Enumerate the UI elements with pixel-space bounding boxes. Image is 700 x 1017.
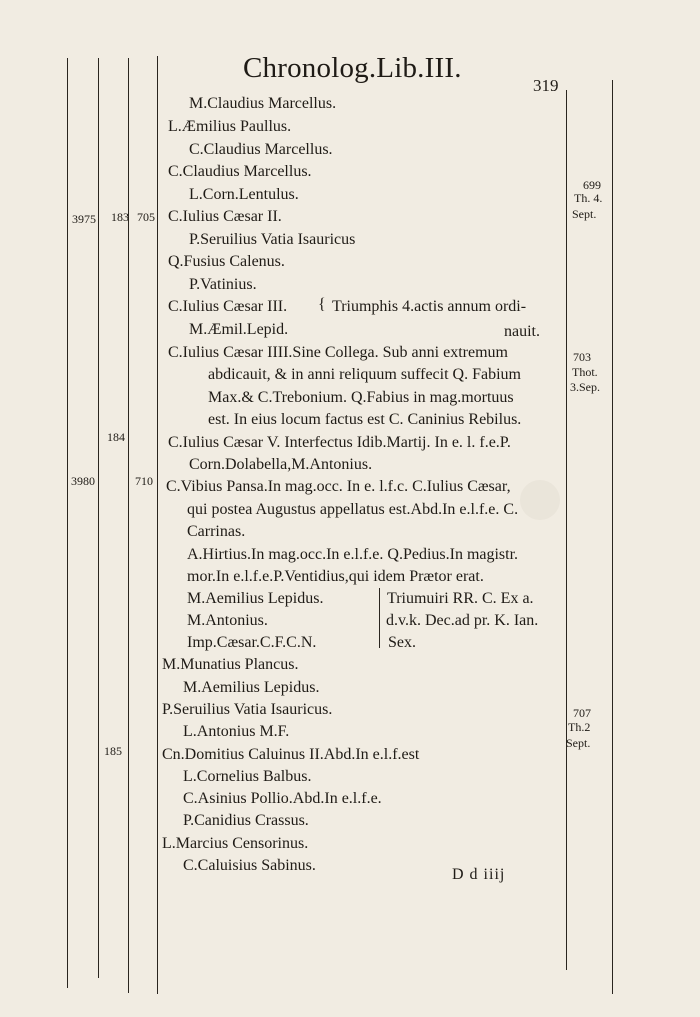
text-line: M.Munatius Plancus. xyxy=(162,656,299,673)
text-line: L.Corn.Lentulus. xyxy=(189,186,299,203)
margin-date: 703 xyxy=(573,350,591,364)
text-line: Q.Fusius Calenus. xyxy=(168,253,285,270)
text-line: L.Antonius M.F. xyxy=(183,723,290,740)
text-line: C.Vibius Pansa.In mag.occ. In e. l.f.c. C.Iulius Cæsar, xyxy=(166,478,511,495)
text-line: P.Vatinius. xyxy=(189,276,257,293)
column-rule-6 xyxy=(612,80,613,994)
margin-date: 707 xyxy=(573,706,591,720)
text-line: L.Æmilius Paullus. xyxy=(168,118,292,135)
margin-year: 3980 xyxy=(71,474,95,488)
margin-date: Sept. xyxy=(566,736,591,750)
margin-date: Sept. xyxy=(572,207,597,221)
text-line: C.Asinius Pollio.Abd.In e.l.f.e. xyxy=(183,790,382,807)
margin-date: 3.Sep. xyxy=(570,380,600,394)
text-line: C.Claudius Marcellus. xyxy=(189,141,333,158)
column-rule-5 xyxy=(566,90,567,970)
text-line: L.Cornelius Balbus. xyxy=(183,768,312,785)
side-note-line: Triumphis 4.actis annum ordi- xyxy=(332,298,527,315)
text-line: M.Aemilius Lepidus. xyxy=(183,679,320,696)
side-note-line: Triumuiri RR. C. Ex a. xyxy=(387,590,534,607)
text-line: Carrinas. xyxy=(187,523,246,540)
margin-date: Th. 4. xyxy=(574,191,603,205)
text-line: est. In eius locum factus est C. Caninius Rebilus. xyxy=(208,411,522,428)
signature-mark: D d iiij xyxy=(452,866,506,883)
margin-date: Thot. xyxy=(572,365,598,379)
text-line: L.Marcius Censorinus. xyxy=(162,835,309,852)
text-line: C.Iulius Cæsar II. xyxy=(168,208,282,225)
text-line: Corn.Dolabella,M.Antonius. xyxy=(189,456,373,473)
column-rule-4 xyxy=(157,56,158,994)
text-line: mor.In e.l.f.e.P.Ventidius,qui idem Prætor erat. xyxy=(187,568,484,585)
page-title: Chronolog.Lib.III. xyxy=(243,52,462,84)
text-line: P.Seruilius Vatia Isauricus. xyxy=(162,701,333,718)
paper-stain xyxy=(520,480,560,520)
text-line: C.Iulius Cæsar V. Interfectus Idib.Martij. In e. l. f.e.P. xyxy=(168,434,511,451)
margin-year: 710 xyxy=(135,474,153,488)
text-line: C.Claudius Marcellus. xyxy=(168,163,312,180)
margin-year: 184 xyxy=(107,430,125,444)
text-line: Cn.Domitius Caluinus II.Abd.In e.l.f.est xyxy=(162,746,420,763)
column-rule-3 xyxy=(128,58,129,993)
margin-year: 183 xyxy=(111,210,129,224)
column-rule-1 xyxy=(67,58,68,988)
text-line: P.Canidius Crassus. xyxy=(183,812,309,829)
text-line: M.Antonius. xyxy=(187,612,268,629)
text-line: abdicauit, & in anni reliquum suffecit Q. Fabium xyxy=(208,366,521,383)
margin-year: 3975 xyxy=(72,212,96,226)
text-line: C.Caluisius Sabinus. xyxy=(183,857,316,874)
triumvir-bracket xyxy=(379,588,380,648)
text-line: P.Seruilius Vatia Isauricus xyxy=(189,231,356,248)
side-note-line: Sex. xyxy=(388,634,416,651)
column-rule-2 xyxy=(98,58,99,978)
text-line: M.Æmil.Lepid. xyxy=(189,321,289,338)
margin-date: 699 xyxy=(583,178,601,192)
text-line: C.Iulius Cæsar IIII.Sine Collega. Sub anni extremum xyxy=(168,344,508,361)
margin-year: 185 xyxy=(104,744,122,758)
side-note-line: nauit. xyxy=(504,323,540,340)
text-line: C.Iulius Cæsar III. xyxy=(168,298,288,315)
text-line: M.Aemilius Lepidus. xyxy=(187,590,324,607)
brace-mark: { xyxy=(318,296,326,313)
side-note-line: d.v.k. Dec.ad pr. K. Ian. xyxy=(386,612,539,629)
page-number: 319 xyxy=(533,76,559,95)
text-line: M.Claudius Marcellus. xyxy=(189,95,337,112)
text-line: A.Hirtius.In mag.occ.In e.l.f.e. Q.Pedius.In magistr. xyxy=(187,546,519,563)
margin-year: 705 xyxy=(137,210,155,224)
text-line: qui postea Augustus appellatus est.Abd.In e.l.f.e. C. xyxy=(187,501,519,518)
margin-date: Th.2 xyxy=(568,720,591,734)
text-line: Max.& C.Trebonium. Q.Fabius in mag.mortuus xyxy=(208,389,514,406)
text-line: Imp.Cæsar.C.F.C.N. xyxy=(187,634,317,651)
